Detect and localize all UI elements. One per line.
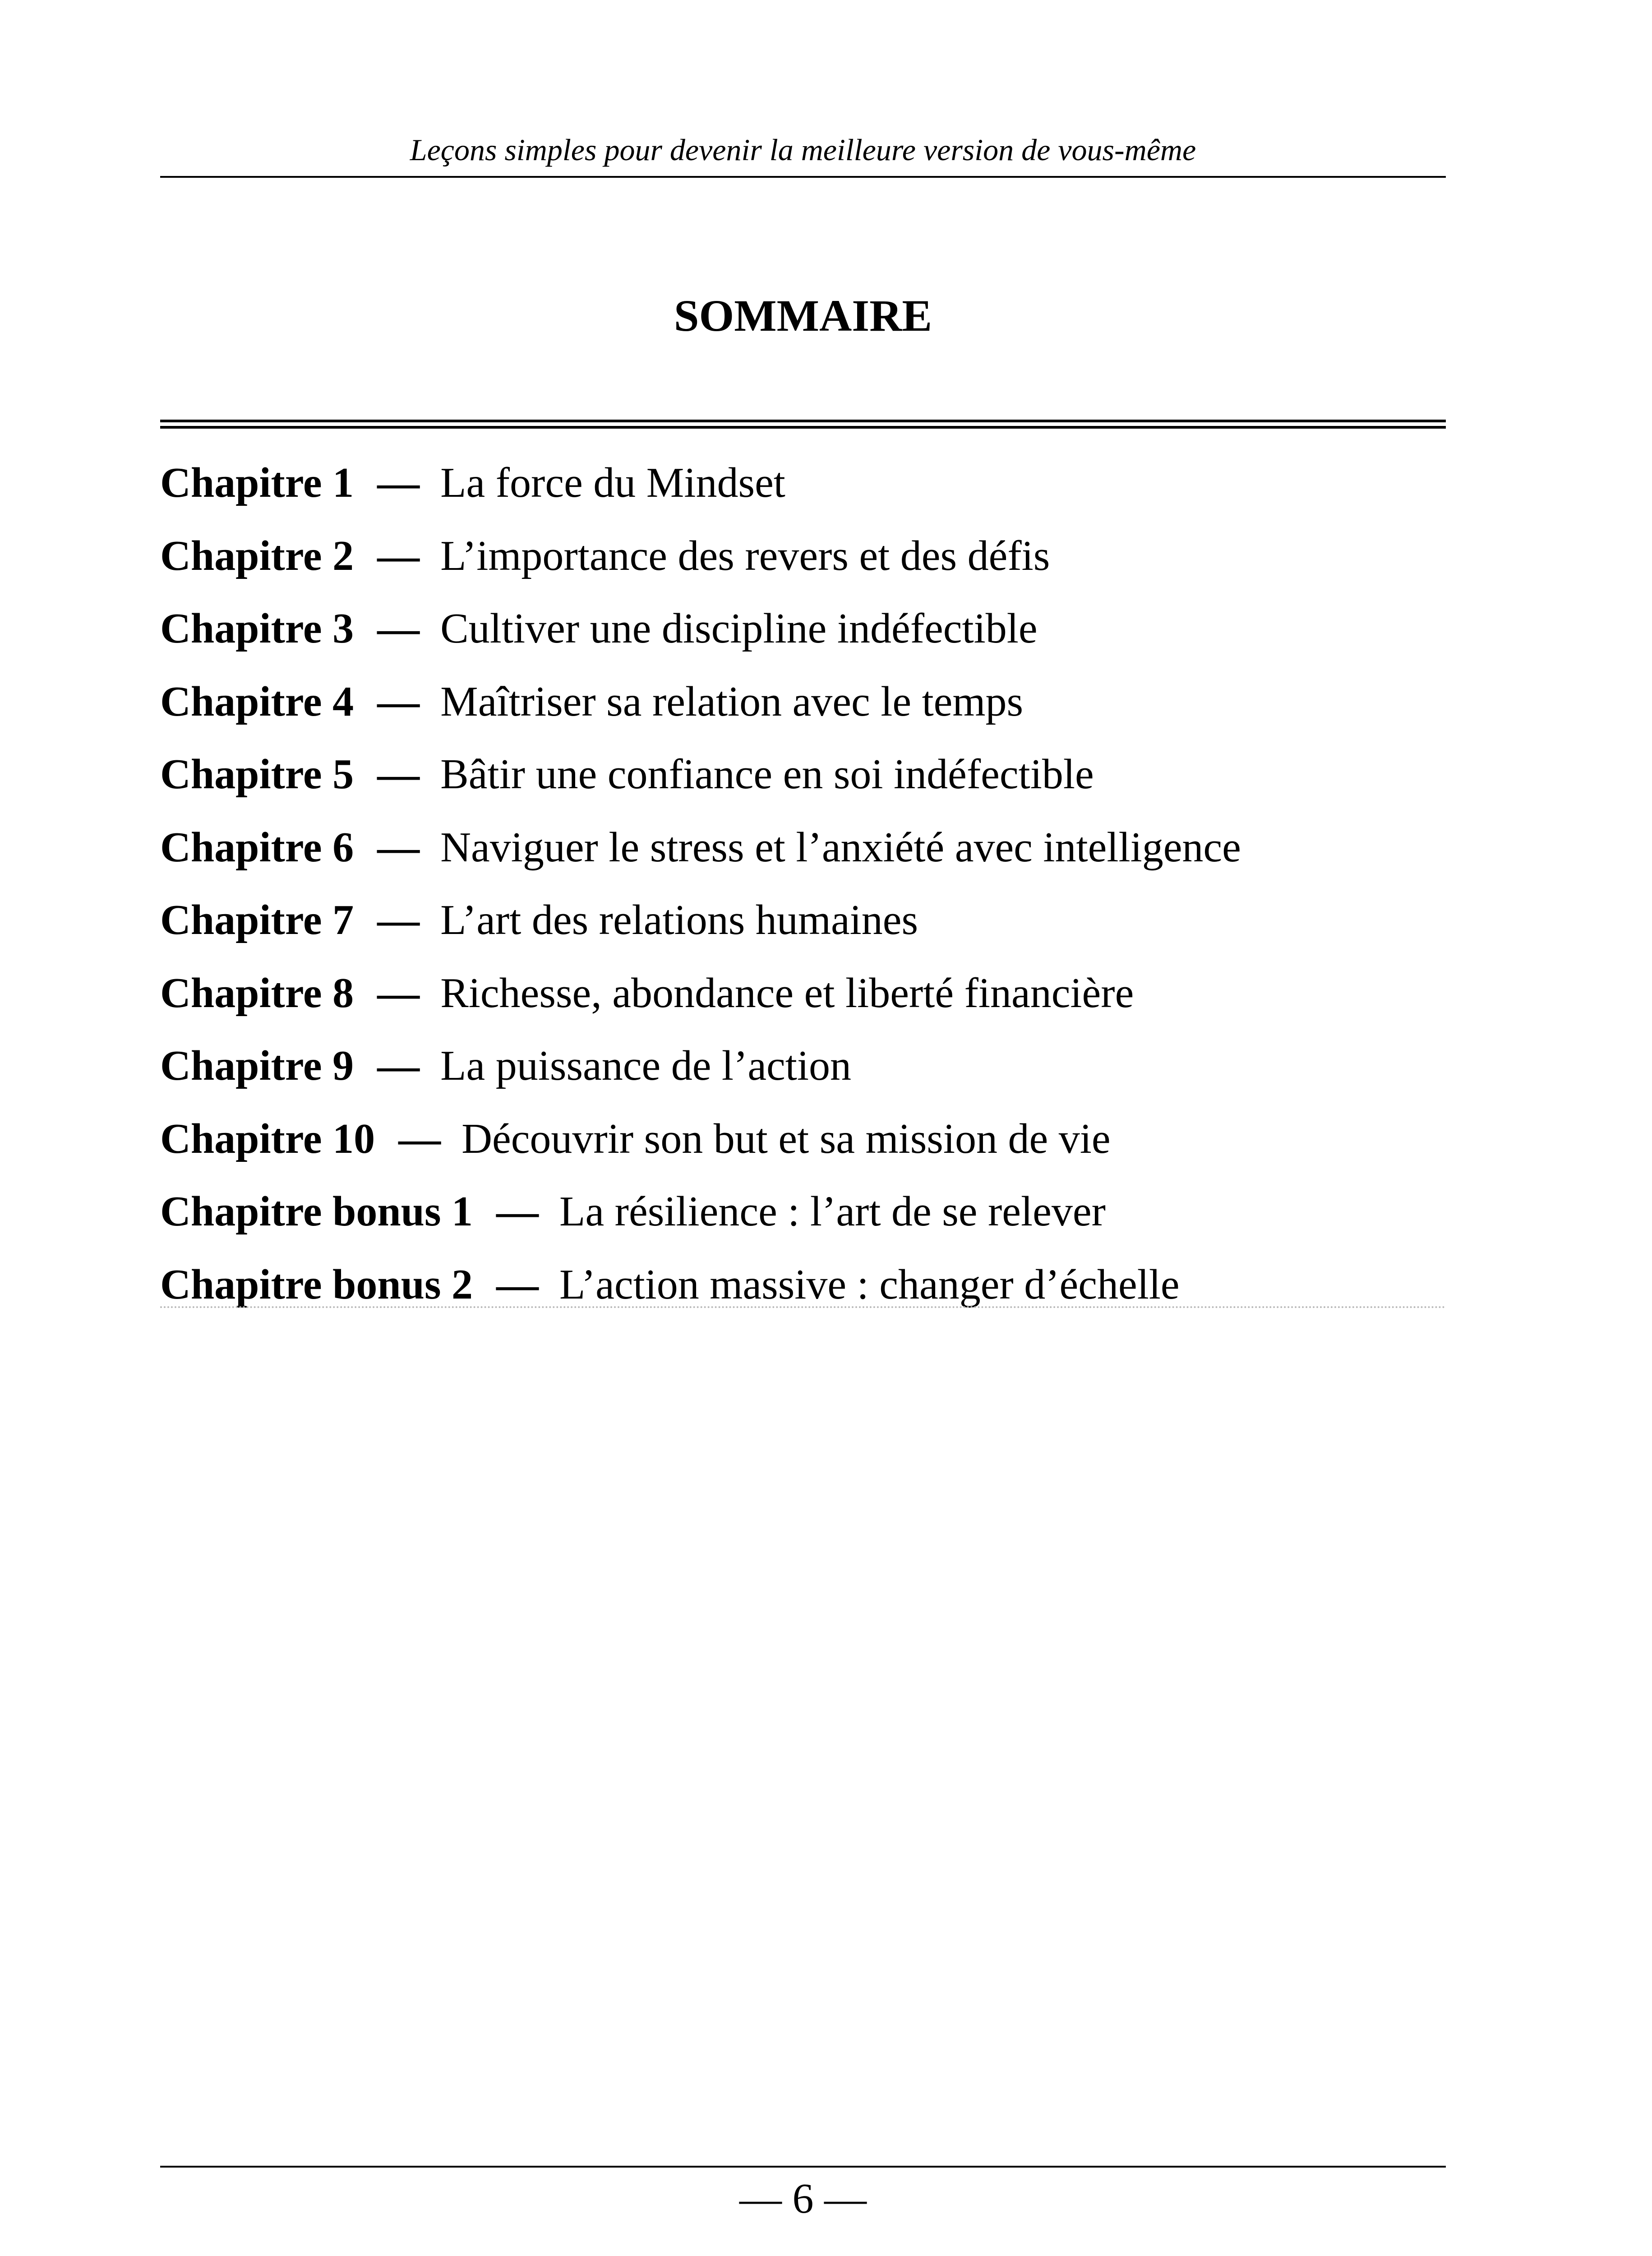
toc-chapter-label: Chapitre 9 (160, 1042, 354, 1089)
toc-entry (160, 738, 1446, 811)
toc-dash: — (377, 823, 420, 871)
toc-chapter-label: Chapitre 4 (160, 678, 354, 725)
toc-entry (160, 1175, 1446, 1248)
toc-chapter-label: Chapitre 5 (160, 751, 354, 798)
table-of-contents (160, 447, 1446, 1321)
toc-dash: — (377, 605, 420, 652)
toc-dash: — (398, 1115, 441, 1162)
page-title: SOMMAIRE (674, 291, 932, 341)
toc-chapter-label: Chapitre bonus 2 (160, 1261, 473, 1308)
toc-dash: — (377, 969, 420, 1017)
toc-chapter-label: Chapitre 2 (160, 532, 354, 579)
toc-entry (160, 592, 1446, 666)
toc-chapter-label: Chapitre 7 (160, 897, 354, 943)
toc-entry (160, 520, 1446, 593)
toc-entry (160, 957, 1446, 1030)
toc-entry (160, 811, 1446, 884)
toc-entry (160, 666, 1446, 739)
toc-dash: — (377, 532, 420, 579)
toc-dash: — (496, 1261, 539, 1308)
toc-entry (160, 1248, 1446, 1322)
toc-chapter-title: L’art des relations humaines (440, 897, 918, 943)
toc-chapter-title: Maîtriser sa relation avec le temps (440, 678, 1024, 725)
running-header: Leçons simples pour devenir la meilleure version de vous-même (410, 133, 1196, 167)
toc-entry (160, 447, 1446, 520)
toc-entry (160, 1030, 1446, 1103)
toc-chapter-title: Bâtir une confiance en soi indéfectible (440, 751, 1094, 798)
toc-dash: — (496, 1188, 539, 1235)
toc-chapter-label: Chapitre bonus 1 (160, 1188, 473, 1235)
toc-dash: — (377, 751, 420, 798)
toc-chapter-title: Cultiver une discipline indéfectible (440, 605, 1038, 652)
toc-end-dotted-rule (160, 1306, 1446, 1308)
page-number: — 6 — (739, 2175, 867, 2222)
toc-chapter-label: Chapitre 8 (160, 969, 354, 1017)
toc-chapter-title: L’action massive : changer d’échelle (559, 1261, 1180, 1308)
toc-chapter-title: La puissance de l’action (440, 1042, 852, 1089)
toc-chapter-title: La résilience : l’art de se relever (559, 1188, 1106, 1235)
toc-chapter-title: Richesse, abondance et liberté financière (440, 969, 1134, 1017)
toc-dash: — (377, 678, 420, 725)
toc-entry (160, 884, 1446, 957)
title-double-rule (160, 420, 1446, 429)
toc-dash: — (377, 459, 420, 506)
toc-entry (160, 1103, 1446, 1176)
toc-chapter-title: Naviguer le stress et l’anxiété avec intelligence (440, 823, 1241, 871)
toc-dash: — (377, 897, 420, 943)
toc-chapter-label: Chapitre 6 (160, 823, 354, 871)
toc-chapter-label: Chapitre 1 (160, 459, 354, 506)
toc-chapter-title: L’importance des revers et des défis (440, 532, 1050, 579)
toc-chapter-title: La force du Mindset (440, 459, 785, 506)
toc-chapter-label: Chapitre 3 (160, 605, 354, 652)
footer-rule (160, 2166, 1446, 2168)
toc-chapter-title: Découvrir son but et sa mission de vie (461, 1115, 1111, 1162)
header-rule (160, 176, 1446, 178)
toc-dash: — (377, 1042, 420, 1089)
toc-chapter-label: Chapitre 10 (160, 1115, 375, 1162)
